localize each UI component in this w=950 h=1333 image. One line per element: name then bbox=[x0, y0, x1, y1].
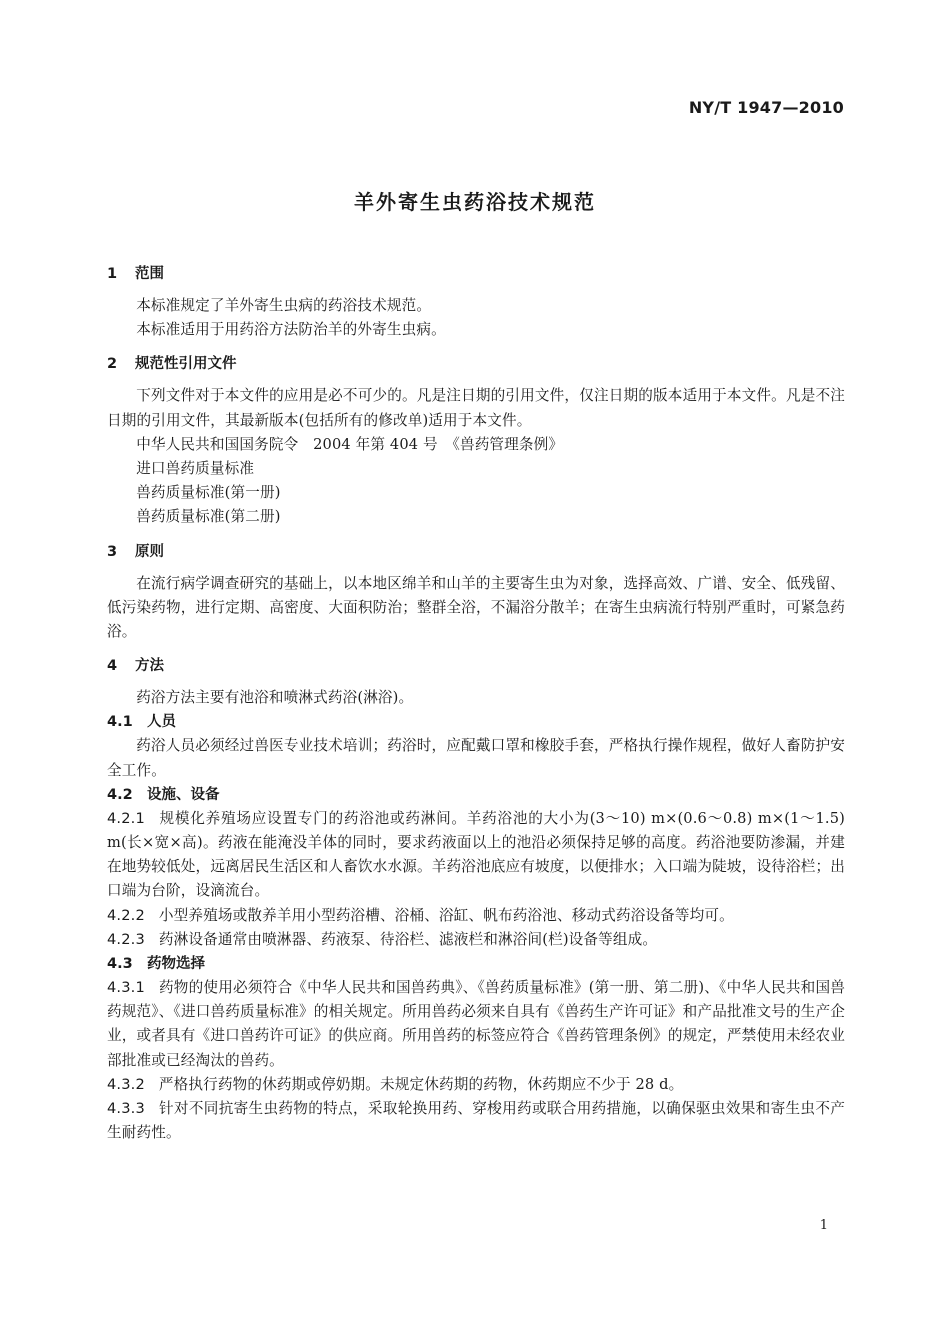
clause-number: 4.3.3 bbox=[107, 1100, 145, 1118]
section-number: 4 bbox=[107, 658, 118, 675]
paragraph: 本标准规定了羊外寄生虫病的药浴技术规范。 bbox=[136, 297, 432, 314]
clause-text: 针对不同抗寄生虫药物的特点，采取轮换用药、穿梭用药或联合用药措施，以确保驱虫效果和寄生虫不产生耐药性。 bbox=[107, 1100, 845, 1142]
section-heading bbox=[107, 540, 845, 564]
paragraph: 在流行病学调查研究的基础上，以本地区绵羊和山羊的主要寄生虫为对象，选择高效、广谱、安全、低残留、低污染药物，进行定期、高密度、大面积防治；整群全浴，不漏浴分散羊；在寄生虫病流行特别严重时，可紧急药浴。 bbox=[107, 574, 845, 641]
section-heading bbox=[107, 654, 845, 678]
section-title: 规范性引用文件 bbox=[135, 356, 237, 373]
section-scope bbox=[107, 262, 845, 342]
clause-text: 药淋设备通常由喷淋器、药液泵、待浴栏、滤液栏和淋浴间(栏)设备等组成。 bbox=[158, 930, 658, 948]
document-body bbox=[107, 256, 845, 1155]
subsection-title: 人员 bbox=[147, 714, 176, 731]
clause-text: 严格执行药物的休药期或停奶期。未规定休药期的药物，休药期应不少于 28 d。 bbox=[158, 1075, 684, 1093]
subsection-heading bbox=[107, 952, 845, 976]
reference-list bbox=[107, 433, 845, 530]
clause bbox=[107, 904, 845, 928]
paragraph: 本标准适用于用药浴方法防治羊的外寄生虫病。 bbox=[136, 321, 446, 339]
page-number: 1 bbox=[819, 1218, 828, 1233]
reference-item: 中华人民共和国国务院令 2004 年第 404 号 《兽药管理条例》 bbox=[136, 435, 564, 453]
clause bbox=[107, 1097, 845, 1145]
paragraph: 药浴方法主要有池浴和喷淋式药浴(淋浴)。 bbox=[136, 689, 414, 707]
subsection-heading bbox=[107, 783, 845, 807]
document-title: 羊外寄生虫药浴技术规范 bbox=[354, 190, 596, 214]
paragraph: 下列文件对于本文件的应用是必不可少的。凡是注日期的引用文件，仅注日期的版本适用于本文件。凡是不注日期的引用文件，其最新版本(包括所有的修改单)适用于本文件。 bbox=[107, 387, 845, 429]
subsection-heading bbox=[107, 710, 845, 734]
clause-number: 4.2.2 bbox=[107, 906, 145, 924]
section-methods bbox=[107, 654, 845, 1145]
clause-number: 4.2.1 bbox=[107, 809, 145, 827]
clause-text: 小型养殖场或散养羊用小型药浴槽、浴桶、浴缸、帆布药浴池、移动式药浴设备等均可。 bbox=[158, 906, 734, 924]
clause-text: 规模化养殖场应设置专门的药浴池或药淋间。羊药浴池的大小为(3～10) m×(0.6～0.8) m×(1～1.5) m(长×宽×高)。药液在能淹没羊体的同时，要求药液面以上的池沿必须保持足够的高度。药浴池要防渗漏，并建在地势较低处，远离居民生活区和人畜饮水水源。羊药浴池底应有坡度，以便排水；入口端为陡坡，设待浴栏；出口端为台阶，设滴流台。 bbox=[107, 809, 845, 900]
section-principles bbox=[107, 540, 845, 645]
section-number: 2 bbox=[107, 356, 118, 373]
subsection-number: 4.1 bbox=[107, 714, 133, 731]
subsection-number: 4.3 bbox=[107, 956, 133, 973]
section-normative-references bbox=[107, 352, 845, 529]
clause-number: 4.2.3 bbox=[107, 930, 145, 948]
section-heading bbox=[107, 352, 845, 376]
reference-item: 进口兽药质量标准 bbox=[136, 460, 255, 478]
clause bbox=[107, 976, 845, 1073]
subsection-title: 设施、设备 bbox=[147, 786, 220, 803]
reference-item: 兽药质量标准(第二册) bbox=[136, 508, 281, 526]
subsection-title: 药物选择 bbox=[147, 956, 205, 973]
section-title: 方法 bbox=[135, 658, 164, 675]
clause bbox=[107, 807, 845, 904]
section-number: 1 bbox=[107, 266, 118, 282]
reference-item: 兽药质量标准(第一册) bbox=[136, 484, 281, 502]
section-number: 3 bbox=[107, 543, 118, 560]
clause-number: 4.3.2 bbox=[107, 1075, 145, 1093]
standard-code: NY/T 1947—2010 bbox=[688, 98, 844, 117]
section-heading bbox=[107, 262, 845, 286]
clause-text: 药物的使用必须符合《中华人民共和国兽药典》、《兽药质量标准》(第一册、第二册)、《中华人民共和国兽药规范》、《进口兽药质量标准》的相关规定。所用兽药必须来自具有《兽药生产许可证》和产品批准文号的生产企业，或者具有《进口兽药许可证》的供应商。所用兽药的标签应符合《兽药管理条例》的规定，严禁使用未经农业部批准或已经淘汰的兽药。 bbox=[107, 979, 845, 1069]
paragraph: 药浴人员必须经过兽医专业技术培训；药浴时，应配戴口罩和橡胶手套，严格执行操作规程，做好人畜防护安全工作。 bbox=[107, 737, 845, 779]
section-title: 范围 bbox=[135, 266, 164, 282]
subsection-number: 4.2 bbox=[107, 786, 133, 803]
clause bbox=[107, 1073, 845, 1097]
clause bbox=[107, 928, 845, 952]
section-title: 原则 bbox=[135, 543, 164, 560]
clause-number: 4.3.1 bbox=[107, 979, 145, 997]
